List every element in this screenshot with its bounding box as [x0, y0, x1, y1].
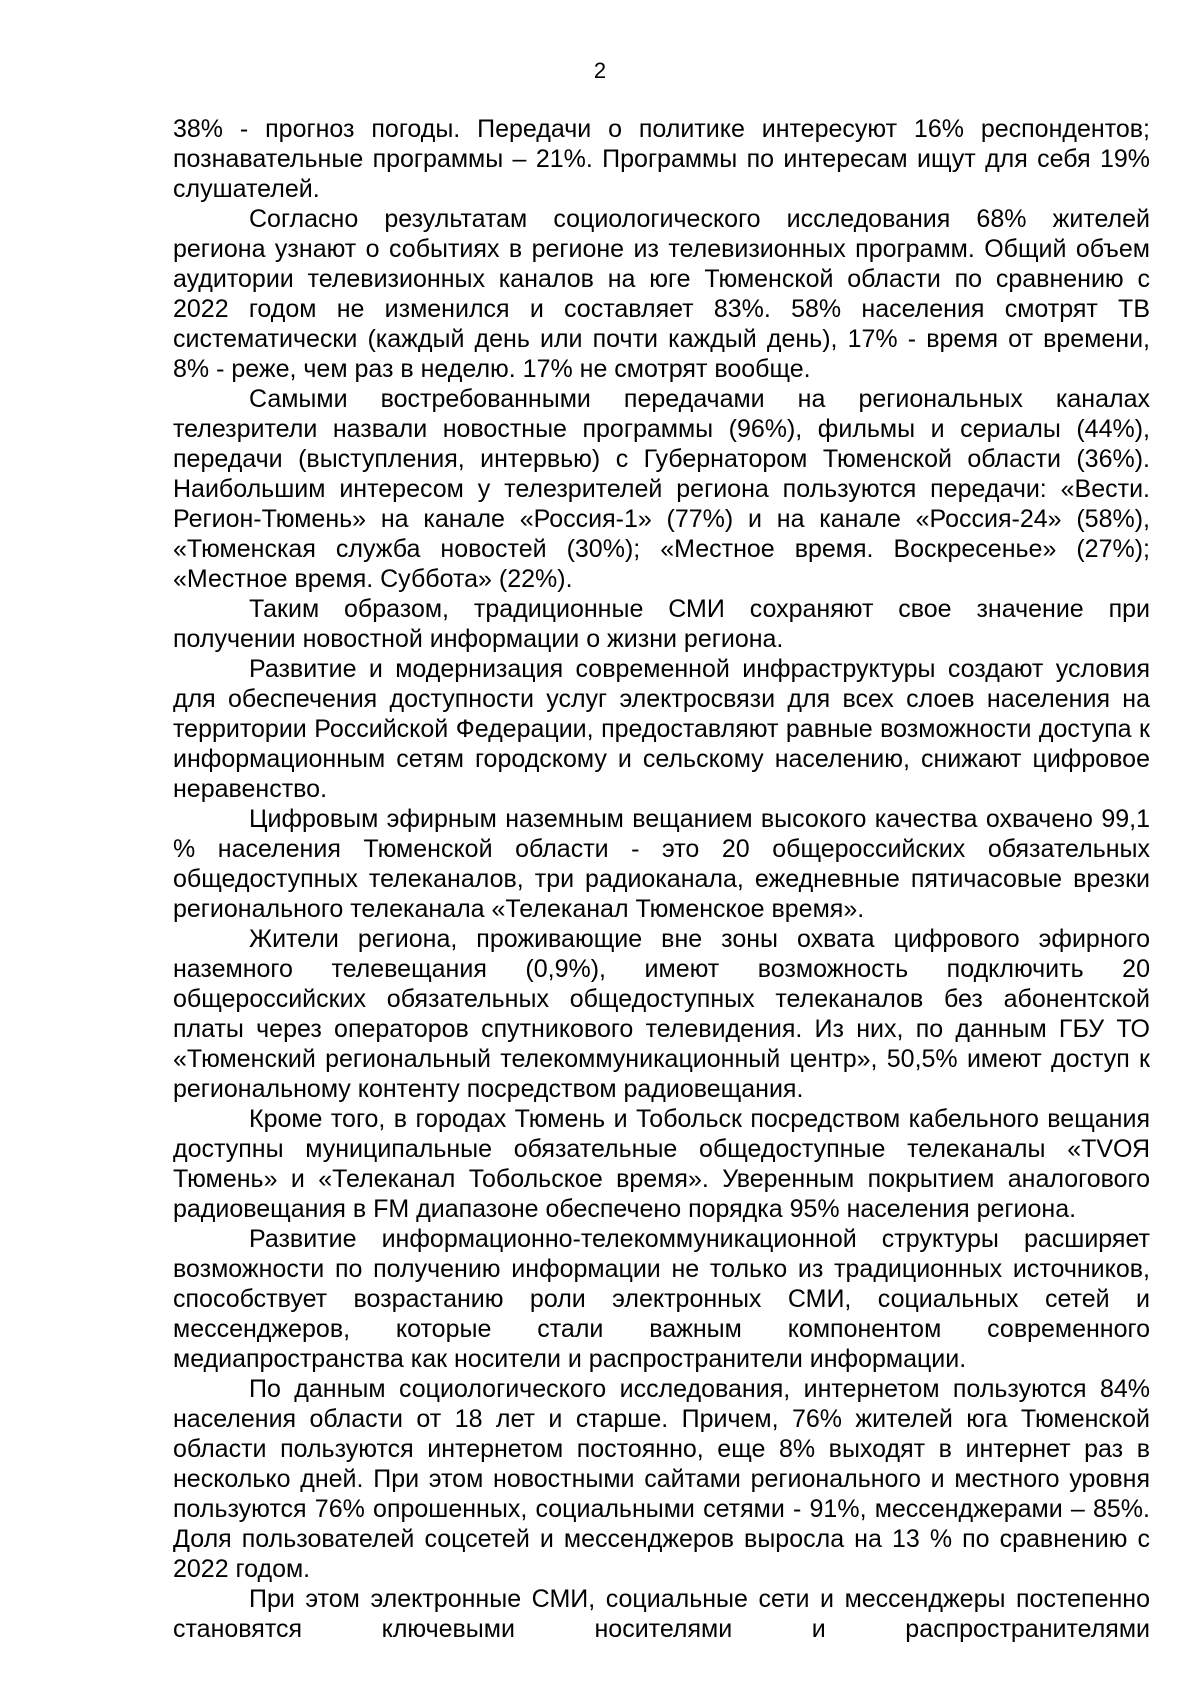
paragraph-digital-broadcasting: Цифровым эфирным наземным вещанием высокого качества охвачено 99,1 % населения Тюменской области - это 20 общероссийских обязательных общедоступных телеканалов, три радиоканала, ежедневные пятичасовые врезки регионального телеканала «Телеканал Тюменское время». — [173, 805, 1150, 923]
paragraph-cable-fm: Кроме того, в городах Тюмень и Тобольск посредством кабельного вещания доступны муниципальные обязательные общедоступные телеканалы «TVОЯ Тюмень» и «Телеканал Тобольское время». Уверенным покрытием аналогового радиовещания в FM диапазоне обеспечено порядка 95% населения региона. — [173, 1105, 1150, 1223]
paragraph-infrastructure: Развитие и модернизация современной инфраструктуры создают условия для обеспечения доступности услуг электросвязи для всех слоев населения на территории Российской Федерации, предоставляют равные возможности доступа к информационным сетям городскому и сельскому населению, снижают цифровое неравенство. — [173, 655, 1150, 803]
paragraph-internet-usage: По данным социологического исследования, интернетом пользуются 84% населения области от 18 лет и старше. Причем, 76% жителей юга Тюменской области пользуются интернетом постоянно, еще 8% выходят в интернет раз в несколько дней. При этом новостными сайтами регионального и местного уровня пользуются 76% опрошенных, социальными сетями - 91%, мессенджерами – 85%. Доля пользователей соцсетей и мессенджеров выросла на 13 % по сравнению с 2022 годом. — [173, 1375, 1150, 1583]
paragraph-popular-programs: Самыми востребованными передачами на региональных каналах телезрители назвали новостные программы (96%), фильмы и сериалы (44%), передачи (выступления, интервью) с Губернатором Тюменской области (36%). Наибольшим интересом у телезрителей региона пользуются передачи: «Вести. Регион-Тюмень» на канале «Россия-1» (77%) и на канале «Россия-24» (58%), «Тюменская служба новостей (30%); «Местное время. Воскресенье» (27%); «Местное время. Суббота» (22%). — [173, 385, 1150, 593]
paragraph-electronic-media: При этом электронные СМИ, социальные сети и мессенджеры постепенно становятся ключевыми носителями и распространителями — [173, 1585, 1150, 1643]
paragraph-ict-structure: Развитие информационно-телекоммуникационной структуры расширяет возможности по получению информации не только из традиционных источников, способствует возрастанию роли электронных СМИ, социальных сетей и мессенджеров, которые стали важным компонентом современного медиапространства как носители и распространители информации. — [173, 1225, 1150, 1373]
paragraph-tv-audience: Согласно результатам социологического исследования 68% жителей региона узнают о событиях в регионе из телевизионных программ. Общий объем аудитории телевизионных каналов на юге Тюменской области по сравнению с 2022 годом не изменился и составляет 83%. 58% населения смотрят ТВ систематически (каждый день или почти каждый день), 17% - время от времени, 8% - реже, чем раз в неделю. 17% не смотрят вообще. — [173, 205, 1150, 383]
document-body — [173, 114, 1150, 1644]
paragraph-traditional-media: Таким образом, традиционные СМИ сохраняют свое значение при получении новостной информации о жизни региона. — [173, 595, 1150, 653]
paragraph-continued: 38% - прогноз погоды. Передачи о политике интересуют 16% респондентов; познавательные программы – 21%. Программы по интересам ищут для себя 19% слушателей. — [173, 115, 1150, 203]
paragraph-satellite-tv: Жители региона, проживающие вне зоны охвата цифрового эфирного наземного телевещания (0,9%), имеют возможность подключить 20 общероссийских обязательных общедоступных телеканалов без абонентской платы через операторов спутникового телевидения. Из них, по данным ГБУ ТО «Тюменский региональный телекоммуникационный центр», 50,5% имеют доступ к региональному контенту посредством радиовещания. — [173, 925, 1150, 1103]
page-number: 2 — [593, 58, 607, 83]
